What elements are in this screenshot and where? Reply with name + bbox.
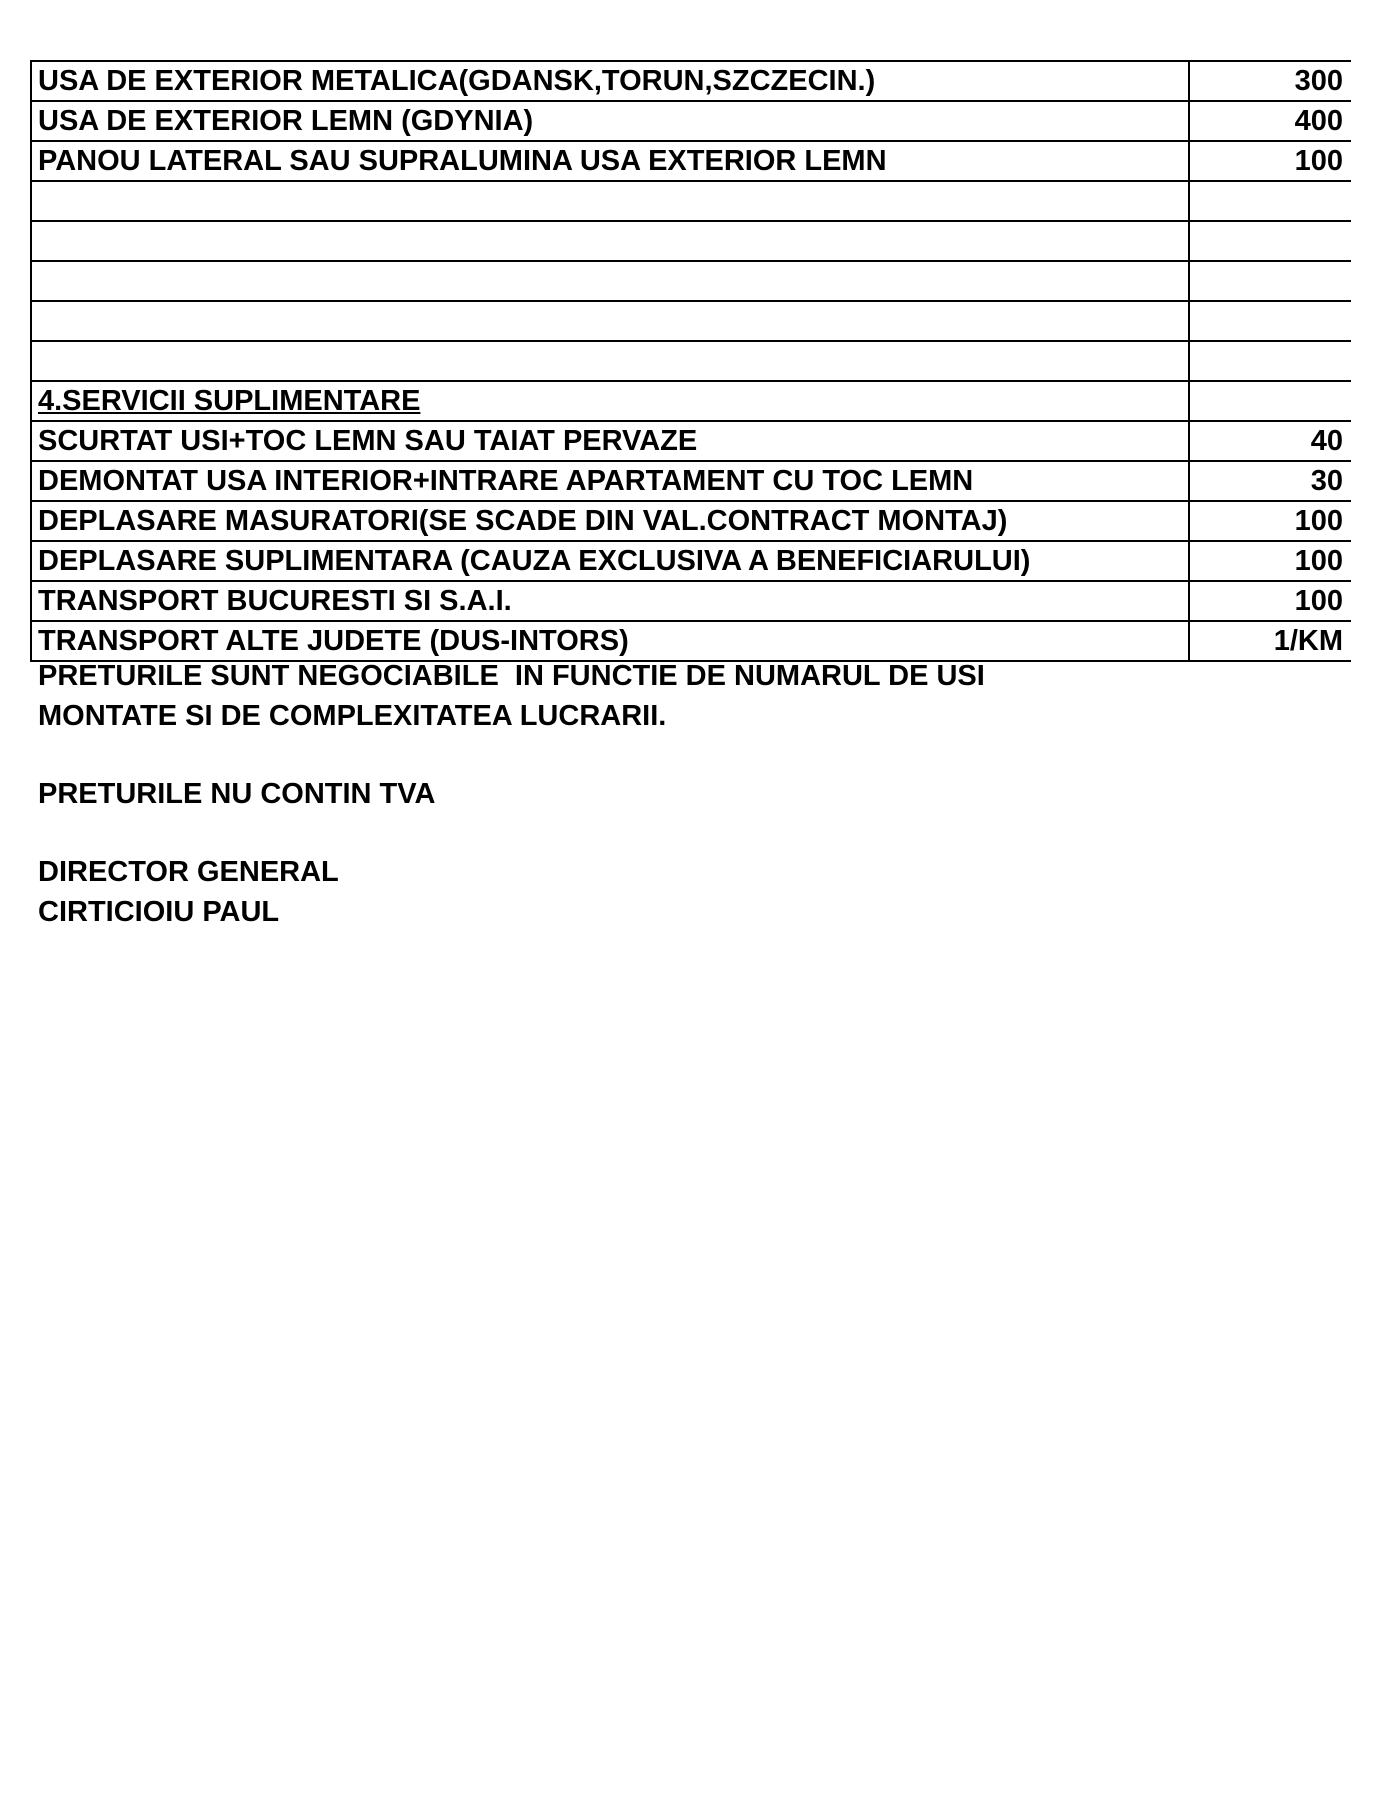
table-row-empty bbox=[31, 341, 1351, 381]
signature-name: CIRTICIOIU PAUL bbox=[38, 896, 280, 928]
service-price: 40 bbox=[1189, 421, 1351, 461]
row-price bbox=[1189, 381, 1351, 421]
negotiable-note-line2: MONTATE SI DE COMPLEXITATEA LUCRARII. bbox=[38, 700, 667, 732]
table-row bbox=[31, 101, 1351, 141]
row-price bbox=[1189, 221, 1351, 261]
service-price: 1/KM bbox=[1189, 621, 1351, 661]
row-description bbox=[31, 301, 1189, 341]
row-description: USA DE EXTERIOR LEMN (GDYNIA) bbox=[31, 101, 1189, 141]
row-price: 100 bbox=[1189, 141, 1351, 181]
service-description: DEPLASARE SUPLIMENTARA (CAUZA EXCLUSIVA A BENEFICIARULUI) bbox=[31, 541, 1189, 581]
row-description bbox=[31, 181, 1189, 221]
notes-block bbox=[38, 656, 985, 932]
row-description: USA DE EXTERIOR METALICA(GDANSK,TORUN,SZCZECIN.) bbox=[31, 61, 1189, 101]
service-description: TRANSPORT ALTE JUDETE (DUS-INTORS) bbox=[31, 621, 1189, 661]
table-row-empty bbox=[31, 221, 1351, 261]
row-description: PANOU LATERAL SAU SUPRALUMINA USA EXTERIOR LEMN bbox=[31, 141, 1189, 181]
negotiable-note-line1: PRETURILE SUNT NEGOCIABILE IN FUNCTIE DE NUMARUL DE USI bbox=[38, 660, 985, 692]
service-description: TRANSPORT BUCURESTI SI S.A.I. bbox=[31, 581, 1189, 621]
table-row bbox=[31, 61, 1351, 101]
row-price: 300 bbox=[1189, 61, 1351, 101]
row-description bbox=[31, 341, 1189, 381]
price-table bbox=[30, 60, 1351, 662]
service-row bbox=[31, 541, 1351, 581]
service-price: 100 bbox=[1189, 501, 1351, 541]
service-row bbox=[31, 501, 1351, 541]
signature-title: DIRECTOR GENERAL bbox=[38, 856, 339, 888]
table-row-empty bbox=[31, 301, 1351, 341]
table-row-empty bbox=[31, 181, 1351, 221]
service-row bbox=[31, 421, 1351, 461]
table-row-empty bbox=[31, 261, 1351, 301]
service-price: 100 bbox=[1189, 581, 1351, 621]
section-title: 4.SERVICII SUPLIMENTARE bbox=[38, 385, 421, 417]
service-description: SCURTAT USI+TOC LEMN SAU TAIAT PERVAZE bbox=[31, 421, 1189, 461]
service-description: DEMONTAT USA INTERIOR+INTRARE APARTAMENT CU TOC LEMN bbox=[31, 461, 1189, 501]
row-description bbox=[31, 261, 1189, 301]
service-row bbox=[31, 461, 1351, 501]
row-price bbox=[1189, 341, 1351, 381]
service-description: DEPLASARE MASURATORI(SE SCADE DIN VAL.CONTRACT MONTAJ) bbox=[31, 501, 1189, 541]
row-price bbox=[1189, 261, 1351, 301]
row-price bbox=[1189, 181, 1351, 221]
service-row bbox=[31, 581, 1351, 621]
section-row bbox=[31, 381, 1351, 421]
table-row bbox=[31, 141, 1351, 181]
row-description bbox=[31, 221, 1189, 261]
row-price bbox=[1189, 301, 1351, 341]
service-row bbox=[31, 621, 1351, 661]
service-price: 100 bbox=[1189, 541, 1351, 581]
service-price: 30 bbox=[1189, 461, 1351, 501]
row-price: 400 bbox=[1189, 101, 1351, 141]
vat-note: PRETURILE NU CONTIN TVA bbox=[38, 778, 436, 810]
